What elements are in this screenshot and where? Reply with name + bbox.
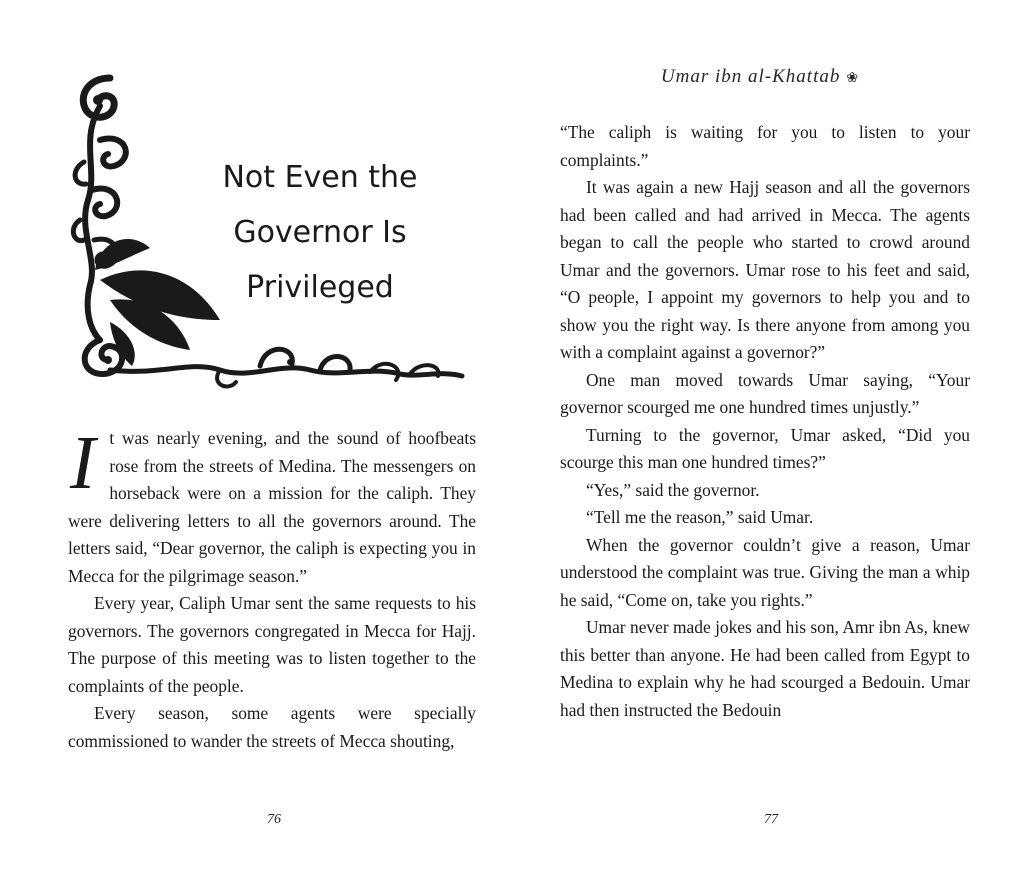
- running-head: [560, 66, 960, 88]
- paragraph-2: Every year, Caliph Umar sent the same requests to his governors. The governors congregated in Mecca for Hajj. The purpose of this meeting was to listen together to the complaints of the people.: [68, 593, 476, 696]
- right-paragraph-2: It was again a new Hajj season and all the governors had been called and had arrived in Mecca. The agents began to call the people who started to crowd around Umar and the governors. Umar rose to his feet and said, “O people, I appoint my governors to help you and to show you the right way. Is there anyone from among you with a complaint against a governor?”: [560, 177, 970, 362]
- paragraph-1: [68, 421, 476, 590]
- chapter-title: [200, 150, 440, 315]
- right-paragraph-1: “The caliph is waiting for you to listen to your complaints.”: [560, 122, 970, 170]
- right-paragraph-5: “Yes,” said the governor.: [586, 479, 760, 500]
- page-number-left: 76: [267, 812, 281, 827]
- drop-cap: I: [70, 421, 96, 505]
- right-paragraph-8: Umar never made jokes and his son, Amr ibn As, knew this better than anyone. He had been called from Egypt to Medina to explain why he had scourged a Bedouin. Umar had then instructed the Bedouin: [560, 617, 970, 720]
- left-body-text: [68, 421, 476, 755]
- flower-ornament-icon: ❀: [846, 71, 860, 86]
- page-number-right: 77: [764, 812, 778, 827]
- right-paragraph-7: When the governor couldn’t give a reason, Umar understood the complaint was true. Giving the man a whip he said, “Come on, take you rights.”: [560, 534, 970, 610]
- right-paragraph-3: One man moved towards Umar saying, “Your governor scourged me one hundred times unjustly.”: [560, 369, 970, 417]
- right-paragraph-6: “Tell me the reason,” said Umar.: [586, 507, 814, 527]
- right-paragraph-4: Turning to the governor, Umar asked, “Did you scourge this man one hundred times?”: [560, 424, 970, 472]
- paragraph-1-text: t was nearly evening, and the sound of hoofbeats rose from the streets of Medina. The messengers on horseback were on a mission for the caliph. They were delivering letters to all the governors around. The letters said, “Dear governor, the caliph is expecting you in Mecca for the pilgrimage season.”: [68, 428, 476, 586]
- paragraph-3: Every season, some agents were specially commissioned to wander the streets of Mecca shouting,: [68, 703, 476, 751]
- chapter-title-line-1: Not Even the: [222, 160, 418, 195]
- chapter-title-line-2: Governor Is: [233, 215, 407, 250]
- chapter-title-line-3: Privileged: [246, 270, 394, 305]
- right-body-text: [560, 119, 970, 724]
- running-head-title: Umar ibn al-Khattab: [660, 66, 841, 87]
